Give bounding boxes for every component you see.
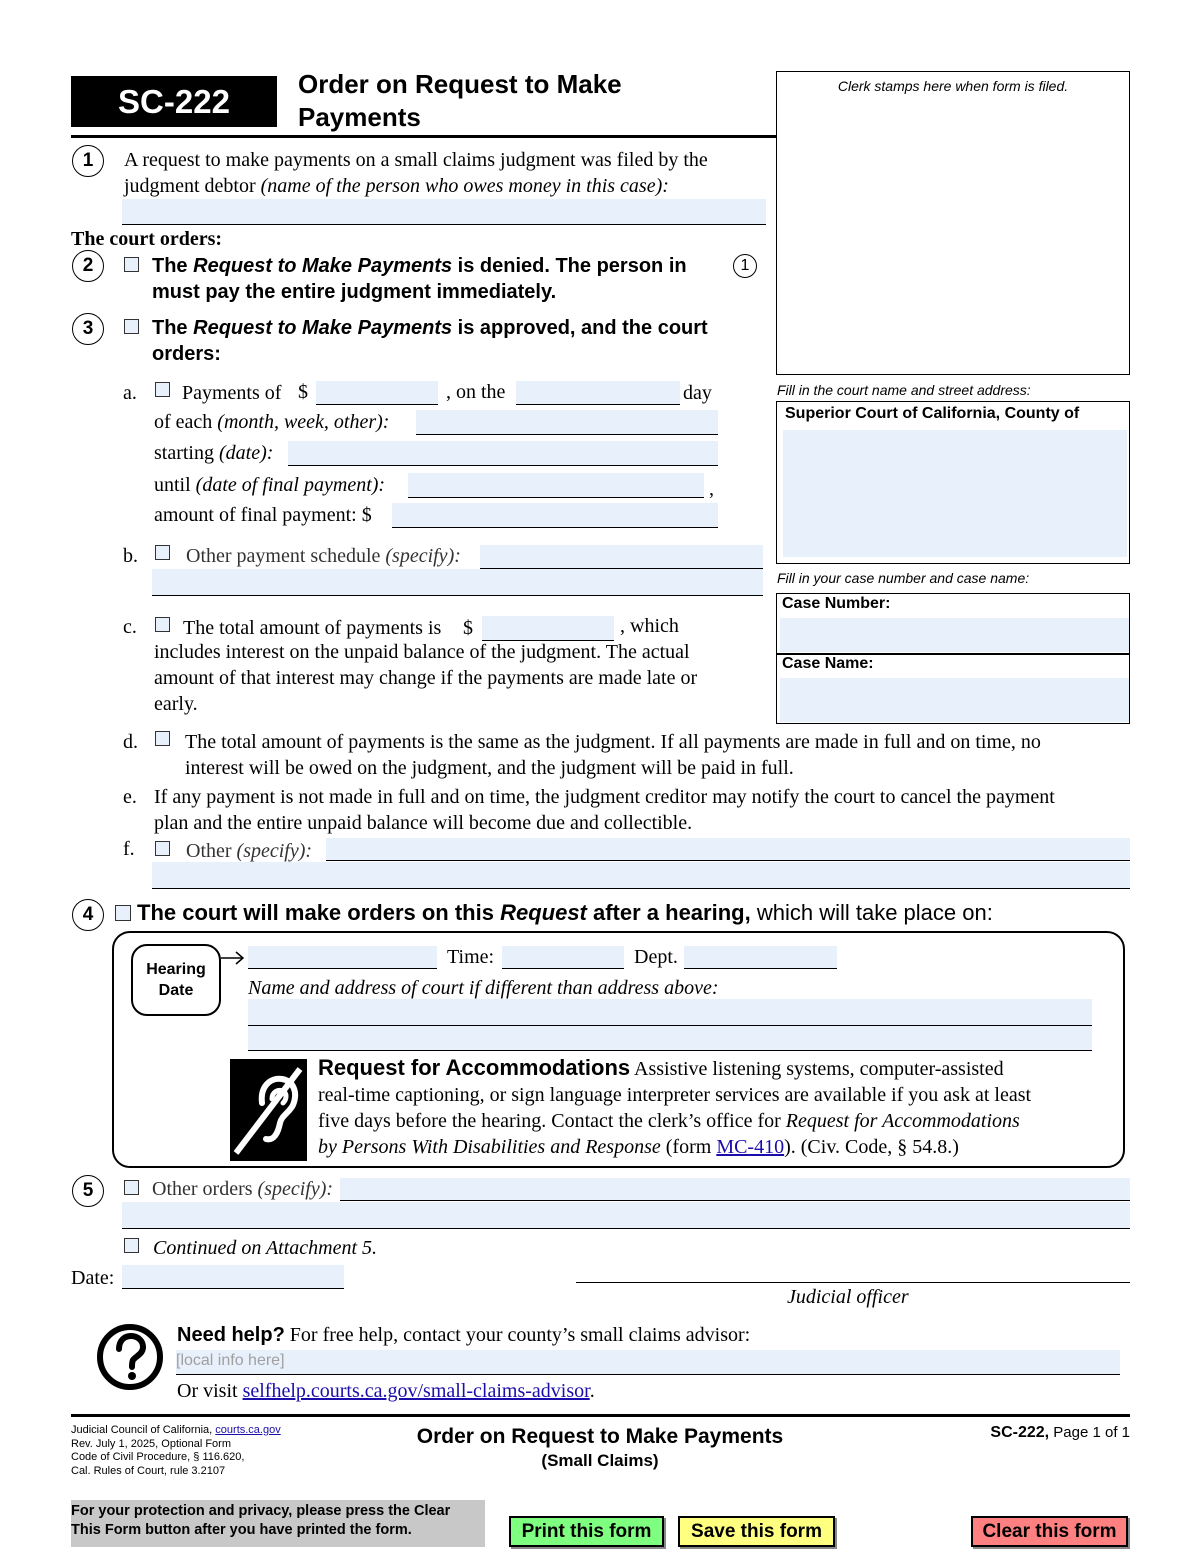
item3d-checkbox[interactable] xyxy=(155,731,170,746)
item3-checkbox[interactable] xyxy=(124,319,139,334)
other-order-field-2[interactable] xyxy=(152,862,1130,889)
item3d-text: The total amount of payments is the same as the judgment. If all payments are made in full and on time, no interest will be owed on the judgment, and the judgment will be paid in full. xyxy=(185,731,1041,779)
item-number-3: 3 xyxy=(72,313,104,345)
mc-410-link[interactable]: MC-410 xyxy=(716,1136,785,1158)
visit-text: Or visit selfhelp.courts.ca.gov/small-claims-advisor. xyxy=(177,1380,595,1402)
item3b-letter: b. xyxy=(123,545,138,567)
court-box-hint: Fill in the court name and street address: xyxy=(777,382,1031,398)
item3c-which: , which xyxy=(620,615,679,637)
court-name-box xyxy=(776,401,1130,564)
self-help-link[interactable]: selfhelp.courts.ca.gov/small-claims-advisor xyxy=(242,1380,590,1402)
item3f-checkbox[interactable] xyxy=(155,841,170,856)
item3f-letter: f. xyxy=(123,838,135,860)
item-number-2: 2 xyxy=(72,250,104,282)
case-name-field[interactable] xyxy=(780,678,1129,722)
judicial-officer-label: Judicial officer xyxy=(787,1286,909,1308)
item-number-5: 5 xyxy=(72,1175,104,1207)
item3e-text: If any payment is not made in full and on time, the judgment creditor may notify the court to cancel the payment plan and the entire unpaid balance will become due and collectible. xyxy=(154,786,1055,834)
total-payments-field[interactable] xyxy=(482,616,614,641)
attachment-5-checkbox[interactable] xyxy=(124,1238,139,1253)
item3a-checkbox[interactable] xyxy=(155,382,170,397)
item3e-letter: e. xyxy=(123,786,137,808)
item3c-checkbox[interactable] xyxy=(155,617,170,632)
date-field[interactable] xyxy=(122,1265,344,1289)
hearing-date-field[interactable] xyxy=(248,946,437,969)
footer-title: Order on Request to Make Payments (Small Claims) xyxy=(416,1425,784,1470)
item2-text: The Request to Make Payments is denied. The person in must pay the entire judgment immediately. xyxy=(152,255,687,303)
item4-text: The court will make orders on this Request after a hearing, which will take place on: xyxy=(137,900,993,925)
of-each-label: of each (month, week, other): xyxy=(154,411,390,433)
final-amount-field[interactable] xyxy=(392,503,718,528)
dept-label: Dept. xyxy=(634,946,678,968)
payment-amount-field[interactable] xyxy=(316,381,438,405)
item2-checkbox[interactable] xyxy=(124,257,139,272)
court-orders-label: The court orders: xyxy=(71,228,223,250)
hearing-impaired-icon xyxy=(230,1059,307,1161)
date-label: Date: xyxy=(71,1267,115,1289)
case-name-label: Case Name: xyxy=(782,655,874,672)
starting-date-field[interactable] xyxy=(288,441,718,466)
debtor-name-field[interactable] xyxy=(122,199,766,225)
continued-attachment-label: Continued on Attachment 5. xyxy=(153,1237,378,1259)
item-number-1: 1 xyxy=(72,145,104,177)
other-orders-field-2[interactable] xyxy=(122,1202,1130,1229)
header-rule xyxy=(71,135,776,138)
item3b-checkbox[interactable] xyxy=(155,545,170,560)
court-address-hint: Name and address of court if different than address above: xyxy=(248,977,719,999)
item-number-4: 4 xyxy=(72,899,104,931)
hearing-date-badge: Hearing Date xyxy=(131,944,221,1016)
footer-page: SC-222, Page 1 of 1 xyxy=(990,1424,1130,1441)
case-number-field[interactable] xyxy=(780,618,1129,652)
item3c-dollar-sign: $ xyxy=(463,617,473,639)
signature-line[interactable] xyxy=(576,1282,1130,1283)
question-icon xyxy=(96,1323,164,1391)
form-title: Order on Request to Make Payments xyxy=(298,69,622,132)
print-form-button[interactable]: Print this form xyxy=(509,1516,664,1547)
case-info-box xyxy=(776,593,1130,724)
hearing-dept-field[interactable] xyxy=(684,946,837,969)
form-number: SC-222 xyxy=(118,82,230,120)
item5-checkbox[interactable] xyxy=(124,1180,139,1195)
accommodations-text: Request for Accommodations Assistive listening systems, computer-assisted real-time captioning, or sign language interpreter services are available if you ask at least five days before the hearing. Contact the clerk’s office for Request for Accommodations by Persons With Disabilities and Response (form MC-410). (Civ. Code, § 54.8.) xyxy=(318,1055,1032,1158)
courts-link[interactable]: courts.ca.gov xyxy=(215,1424,281,1436)
time-label: Time: xyxy=(447,946,495,968)
other-order-field-1[interactable] xyxy=(326,838,1130,861)
until-comma: , xyxy=(709,478,714,500)
item2-ref-1: 1 xyxy=(733,254,757,278)
item3c-letter: c. xyxy=(123,616,137,638)
footer-citation: Judicial Council of California, courts.ca.gov Rev. July 1, 2025, Optional Form Code of Civil Procedure, § 116.620, Cal. Rules of Court, rule 3.2107 xyxy=(71,1424,281,1477)
privacy-note: For your protection and privacy, please press the Clear This Form button after you have printed the form. xyxy=(71,1500,485,1547)
other-orders-field-1[interactable] xyxy=(340,1178,1130,1201)
item3c-text-a: The total amount of payments is xyxy=(183,617,442,639)
court-name-field[interactable] xyxy=(783,430,1127,557)
footer-rule xyxy=(71,1414,1130,1417)
item3c-text-rest: includes interest on the unpaid balance of the judgment. The actual amount of that interest may change if the payments are made late or early. xyxy=(154,641,698,715)
other-schedule-field-2[interactable] xyxy=(152,569,763,596)
until-label: until (date of final payment): xyxy=(154,474,386,496)
local-info-field[interactable]: [local info here] xyxy=(176,1350,1120,1375)
item3a-letter: a. xyxy=(123,382,137,404)
day-label: day xyxy=(683,382,712,404)
clerk-stamp-label: Clerk stamps here when form is filed. xyxy=(837,78,1069,94)
hearing-time-field[interactable] xyxy=(502,946,624,969)
court-address-field-1[interactable] xyxy=(248,999,1092,1026)
on-the-label: , on the xyxy=(446,381,506,403)
payment-frequency-field[interactable] xyxy=(416,410,718,435)
case-number-label: Case Number: xyxy=(782,595,891,612)
court-address-field-2[interactable] xyxy=(248,1026,1092,1051)
payments-of-label: Payments of xyxy=(182,382,282,404)
payments-dollar-sign: $ xyxy=(298,381,308,403)
clerk-stamp-box xyxy=(776,71,1130,375)
starting-label: starting (date): xyxy=(154,442,274,464)
payment-day-field[interactable] xyxy=(516,381,680,405)
item3b-text: Other payment schedule (specify): xyxy=(186,545,461,567)
final-payment-date-field[interactable] xyxy=(408,473,704,498)
form-number-badge xyxy=(71,76,277,127)
item1-text: A request to make payments on a small claims judgment was filed by the judgment debtor (name of the person who owes money in this case): xyxy=(124,149,708,197)
item3d-letter: d. xyxy=(123,731,138,753)
item3-text: The Request to Make Payments is approved, and the court orders: xyxy=(152,317,708,365)
other-schedule-field-1[interactable] xyxy=(480,545,763,569)
arrow-right-icon xyxy=(221,950,245,966)
clear-form-button[interactable]: Clear this form xyxy=(971,1516,1128,1547)
save-form-button[interactable]: Save this form xyxy=(678,1516,835,1547)
final-amount-label: amount of final payment: $ xyxy=(154,504,372,526)
case-box-hint: Fill in your case number and case name: xyxy=(777,570,1030,586)
court-name-label: Superior Court of California, County of xyxy=(785,405,1080,422)
item3f-text: Other (specify): xyxy=(186,840,313,862)
item4-checkbox[interactable] xyxy=(115,905,131,921)
item5-text: Other orders (specify): xyxy=(152,1178,334,1200)
need-help-text: Need help? For free help, contact your county’s small claims advisor: xyxy=(177,1324,751,1346)
